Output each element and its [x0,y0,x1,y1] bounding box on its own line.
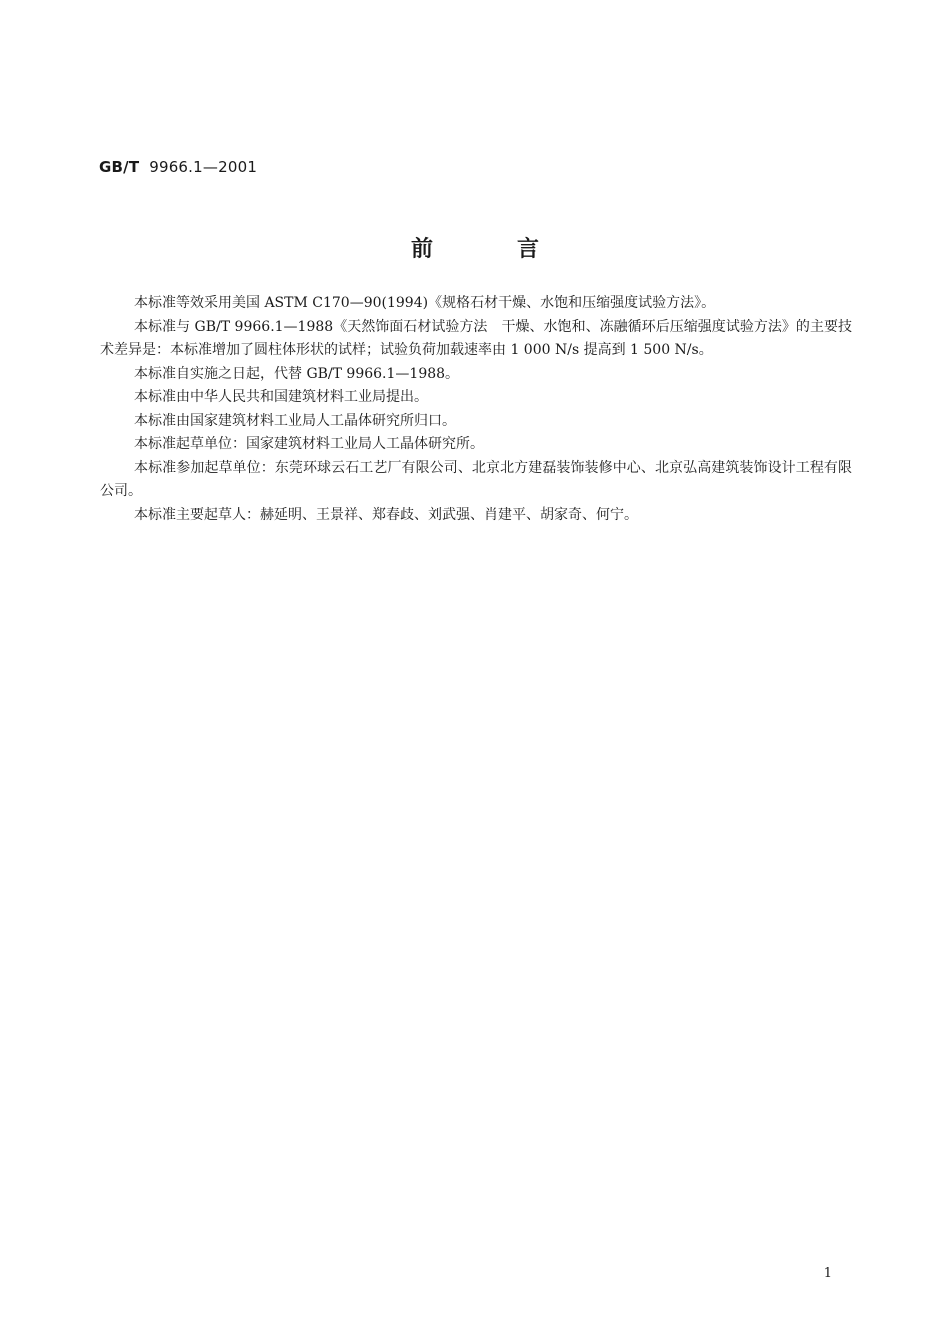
paragraph-drafting-unit: 本标准起草单位：国家建筑材料工业局人工晶体研究所。 [134,436,484,452]
paragraph-equivalence: 本标准等效采用美国 ASTM C170—90(1994)《规格石材干燥、水饱和压缩强度试验方法》。 [134,295,716,311]
standard-code [99,158,257,176]
paragraph-differences: 本标准与 GB/T 9966.1—1988《天然饰面石材试验方法 干燥、水饱和、冻融循环后压缩强度试验方法》的主要技术差异是：本标准增加了圆柱体形状的试样；试验负荷加载速率由 1 000 N/s 提高到 1 500 N/s。 [100,318,852,358]
paragraph-administrator: 本标准由国家建筑材料工业局人工晶体研究所归口。 [134,412,456,429]
page-number: 1 [823,1266,832,1281]
standard-code-number: 9966.1—2001 [149,158,258,176]
paragraph-drafters: 本标准主要起草人：赫延明、王景祥、郑春歧、刘武强、肖建平、胡家奇、何宁。 [134,506,638,523]
paragraph-replacement: 本标准自实施之日起，代替 GB/T 9966.1—1988。 [134,365,460,382]
page-title: 前言 [410,237,623,262]
standard-code-prefix: GB/T [99,158,140,176]
paragraph-proposer: 本标准由中华人民共和国建筑材料工业局提出。 [134,389,428,405]
foreword-body [100,292,852,527]
paragraph-participating-units: 本标准参加起草单位：东莞环球云石工艺厂有限公司、北京北方建磊装饰装修中心、北京弘高建筑装饰设计工程有限公司。 [100,459,852,499]
